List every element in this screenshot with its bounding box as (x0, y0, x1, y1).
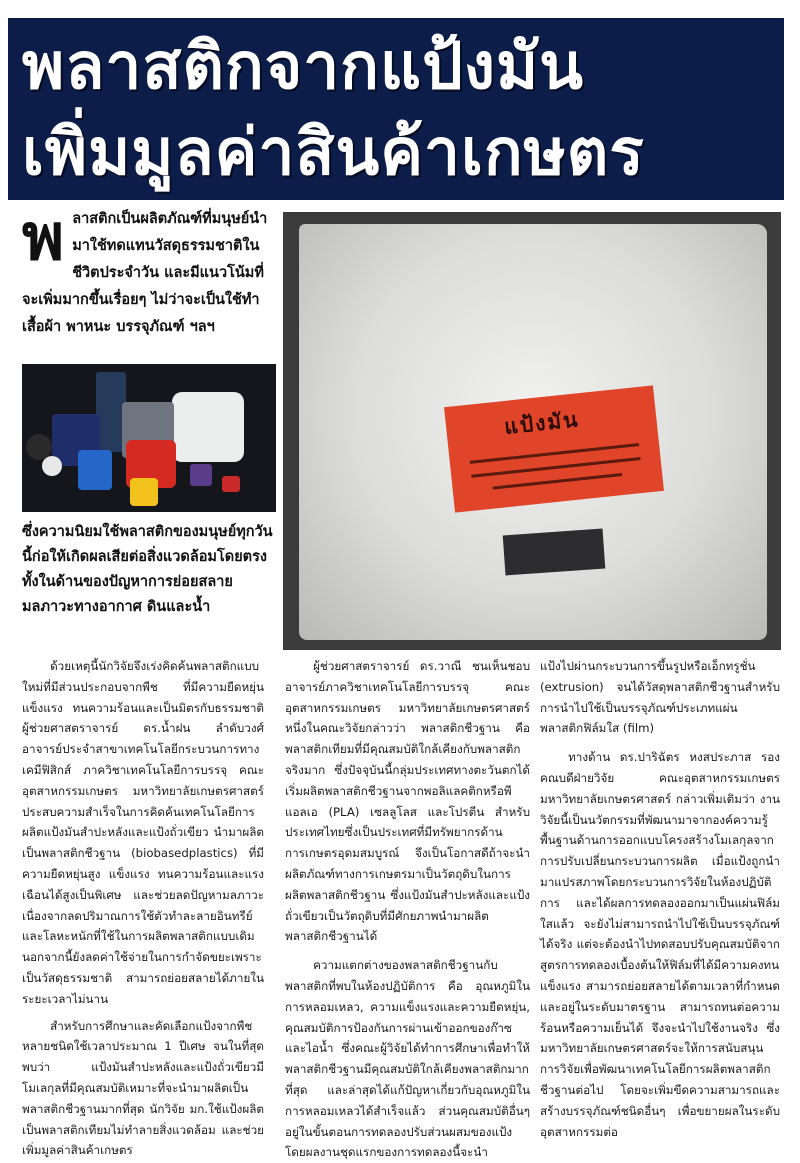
headline-banner (8, 18, 784, 200)
paragraph: แป้งไปผ่านกระบวนการขึ้นรูปหรือเอ็กทรูชั่น (extrusion) จนได้วัสดุพลาสติกชีวฐานสำหรับการนำไปใช้เป็นบรรจุภัณฑ์ประเภทแผ่นพลาสติกฟิล์มใส (film) (540, 659, 780, 736)
plastic-bag (299, 224, 767, 640)
article-column-3 (540, 656, 780, 1142)
headline-line-1: พลาสติกจากแป้งมัน (22, 30, 584, 104)
container-white-cube (172, 392, 244, 462)
container-yellow-cube (130, 478, 158, 506)
container-white-lid (42, 456, 62, 476)
intro-text: ลาสติกเป็นผลิตภัณฑ์ที่มนุษย์นำมาใช้ทดแทนวัสดุธรรมชาติในชีวิตประจำวัน และมีแนวโน้มที่จะเพิ่มมากขึ้นเรื่อยๆ ไม่ว่าจะเป็นใช้ทำเสื้อผ้า พาหนะ บรรจุภัณฑ์ ฯลฯ (22, 211, 268, 335)
container-red-small (222, 476, 240, 492)
paragraph: ด้วยเหตุนี้นักวิจัยจึงเร่งคิดค้นพลาสติกแบบใหม่ที่มีส่วนประกอบจากพืช ที่มีความยืดหยุ่น แข็งแรง ทนความร้อนและเป็นมิตรกับธรรมชาติ ผู้ช่วยศาสตราจารย์ ดร.น้ำฝน ลำดับวงศ์ อาจารย์ประจำสาขาเทคโนโลยีกระบวนการทางเคมีฟิสิกส์ ภาควิชาเทคโนโลยีการบรรจุ คณะอุตสาหกรรมเกษตร มหาวิทยาลัยเกษตรศาสตร์ ประสบความสำเร็จในการคิดค้นเทคโนโลยีการผลิตแป้งมันสำปะหลังและแป้งถั่วเขียว นำมาผลิตเป็นพลาสติกชีวฐาน (biobasedplastics) ที่มีความยืดหยุ่นสูง แข็งแรง ทนความร้อนและแรงเฉือนได้สูงเป็นพิเศษ และช่วยลดปัญหามลภาวะ เนื่องจากลดปริมาณการใช้ตัวทำละลายอินทรีย์และโลหะหนักที่ใช้ในการผลิตพลาสติกแบบเดิม นอกจากนี้ยังลดค่าใช้จ่ายในการกำจัดขยะเพราะเป็นวัสดุธรรมชาติ สามารถย่อยสลายได้ภายในระยะเวลาไม่นาน (22, 659, 264, 1006)
container-blue-cube (78, 450, 112, 490)
drop-cap: พ (22, 200, 65, 275)
bag-label-text: แป้งมัน (503, 407, 581, 439)
paragraph: สำหรับการศึกษาและคัดเลือกแป้งจากพืชหลายชนิดใช้เวลาประมาณ 1 ปีเศษ จนในที่สุดพบว่า แป้งมันสำปะหลังและแป้งถั่วเขียวมีโมเลกุลที่มีคุณสมบัติเหมาะที่จะนำมาผลิตเป็นพลาสติกชีวฐานมากที่สุด นักวิจัย มก.ใช้แป้งผลิตเป็นพลาสติกเทียมไม่ทำลายสิ่งแวดล้อม และช่วยเพิ่มมูลค่าสินค้าเกษตร (22, 1018, 264, 1158)
article-column-2 (285, 656, 530, 1163)
paragraph: ความแตกต่างของพลาสติกชีวฐานกับพลาสติกที่พบในห้องปฏิบัติการ คือ อุณหภูมิในการหลอมเหลว, ความแข็งแรงและความยืดหยุ่น, คุณสมบัติการป้องกันการผ่านเข้าออกของก๊าซและไอน้ำ ซึ่งคณะผู้วิจัยได้ทำการศึกษาเพื่อทำให้พลาสติกชีวฐานมีคุณสมบัติใกล้เคียงพลาสติกมากที่สุด และล่าสุดได้แก้ปัญหาเกี่ยวกับอุณหภูมิในการหลอมเหลวได้สำเร็จแล้ว ส่วนคุณสมบัติอื่นๆ อยู่ในขั้นตอนการทดลองปรับส่วนผสมของแป้ง โดยผลงานชุดแรกของการทดลองนี้จะนำ (285, 958, 530, 1160)
bag-label (444, 385, 664, 512)
paragraph: ทางด้าน ดร.ปาริฉัตร หงสประภาส รองคณบดีฝ่ายวิจัย คณะอุตสาหกรรมเกษตรมหาวิทยาลัยเกษตรศาสตร์ กล่าวเพิ่มเติมว่า งานวิจัยนี้เป็นนวัตกรรมที่พัฒนามาจากองค์ความรู้พื้นฐานด้านการออกแบบโครงสร้างโมเลกุลจากการปรับเปลี่ยนกระบวนการผลิต เมื่อแป้งถูกนำมาแปรสภาพโดยกระบวนการวิจัยในห้องปฏิบัติการ และได้ผลการทดลองออกมาเป็นแผ่นฟิล์มใสแล้ว จะยังไม่สามารถนำไปใช้เป็นบรรจุภัณฑ์ได้จริง แต่จะต้องนำไปทดสอบปรับคุณสมบัติจากสูตรการทดลองเบื้องต้นให้ฟิล์มที่ได้มีความคงทนแข็งแรง สามารถย่อยสลายได้ตามเวลาที่กำหนดและอยู่ในระดับมาตรฐาน สามารถทนต่อความร้อนหรือความเย็นได้ จึงจะนำไปใช้งานจริง ซึ่งมหาวิทยาลัยเกษตรศาสตร์จะให้การสนับสนุนการวิจัยเพื่อพัฒนาเทคโนโลยีการผลิตพลาสติกชีวฐานต่อไป โดยจะเพิ่มขีดความสามารถและสร้างบรรจุภัณฑ์ชนิดอื่นๆ เพื่อขยายผลในระดับอุตสาหกรรมต่อ (540, 750, 780, 1139)
label-line (493, 473, 623, 490)
container-purple-small (190, 464, 212, 486)
starch-bag-photo (283, 212, 781, 650)
intro-paragraph (22, 200, 272, 341)
bag-window (503, 529, 606, 576)
container-black-lid (26, 434, 52, 460)
article-column-1 (22, 656, 264, 1161)
plastic-containers-photo (22, 364, 276, 512)
headline-line-2: เพิ่มมูลค่าสินค้าเกษตร (22, 116, 645, 190)
paragraph: ผู้ช่วยศาสตราจารย์ ดร.วาณี ชนเห็นชอบ อาจารย์ภาควิชาเทคโนโลยีการบรรจุ คณะอุตสาหกรรมเกษตร มหาวิทยาลัยเกษตรศาสตร์ หนึ่งในคณะวิจัยกล่าวว่า พลาสติกชีวฐาน คือ พลาสติกเทียมที่มีคุณสมบัติใกล้เคียงกับพลาสติกจริงมาก ซึ่งปัจจุบันนี้กลุ่มประเทศทางตะวันตกได้เริ่มผลิตพลาสติกชีวฐานจากพอลิแลคติกหรือพีแอลเอ (PLA) เซลลูโลส และโปรตีน สำหรับประเทศไทยซึ่งเป็นประเทศที่มีทรัพยากรด้านการเกษตรอุดมสมบูรณ์ จึงเป็นโอกาสดีถ้าจะนำผลิตภัณฑ์ทางการเกษตรมาเป็นวัตถุดิบในการผลิตพลาสติกชีวฐาน ซึ่งแป้งมันสำปะหลังและแป้งถั่วเขียวเป็นวัตถุดิบที่มีศักยภาพนำมาผลิตพลาสติกชีวฐานได้ (285, 659, 530, 944)
pull-quote: ซึ่งความนิยมใช้พลาสติกของมนุษย์ทุกวันนี้ก่อให้เกิดผลเสียต่อสิ่งแวดล้อมโดยตรง ทั้งในด้านของปัญหาการย่อยสลาย มลภาวะทางอากาศ ดินและน้ำ (22, 524, 273, 615)
